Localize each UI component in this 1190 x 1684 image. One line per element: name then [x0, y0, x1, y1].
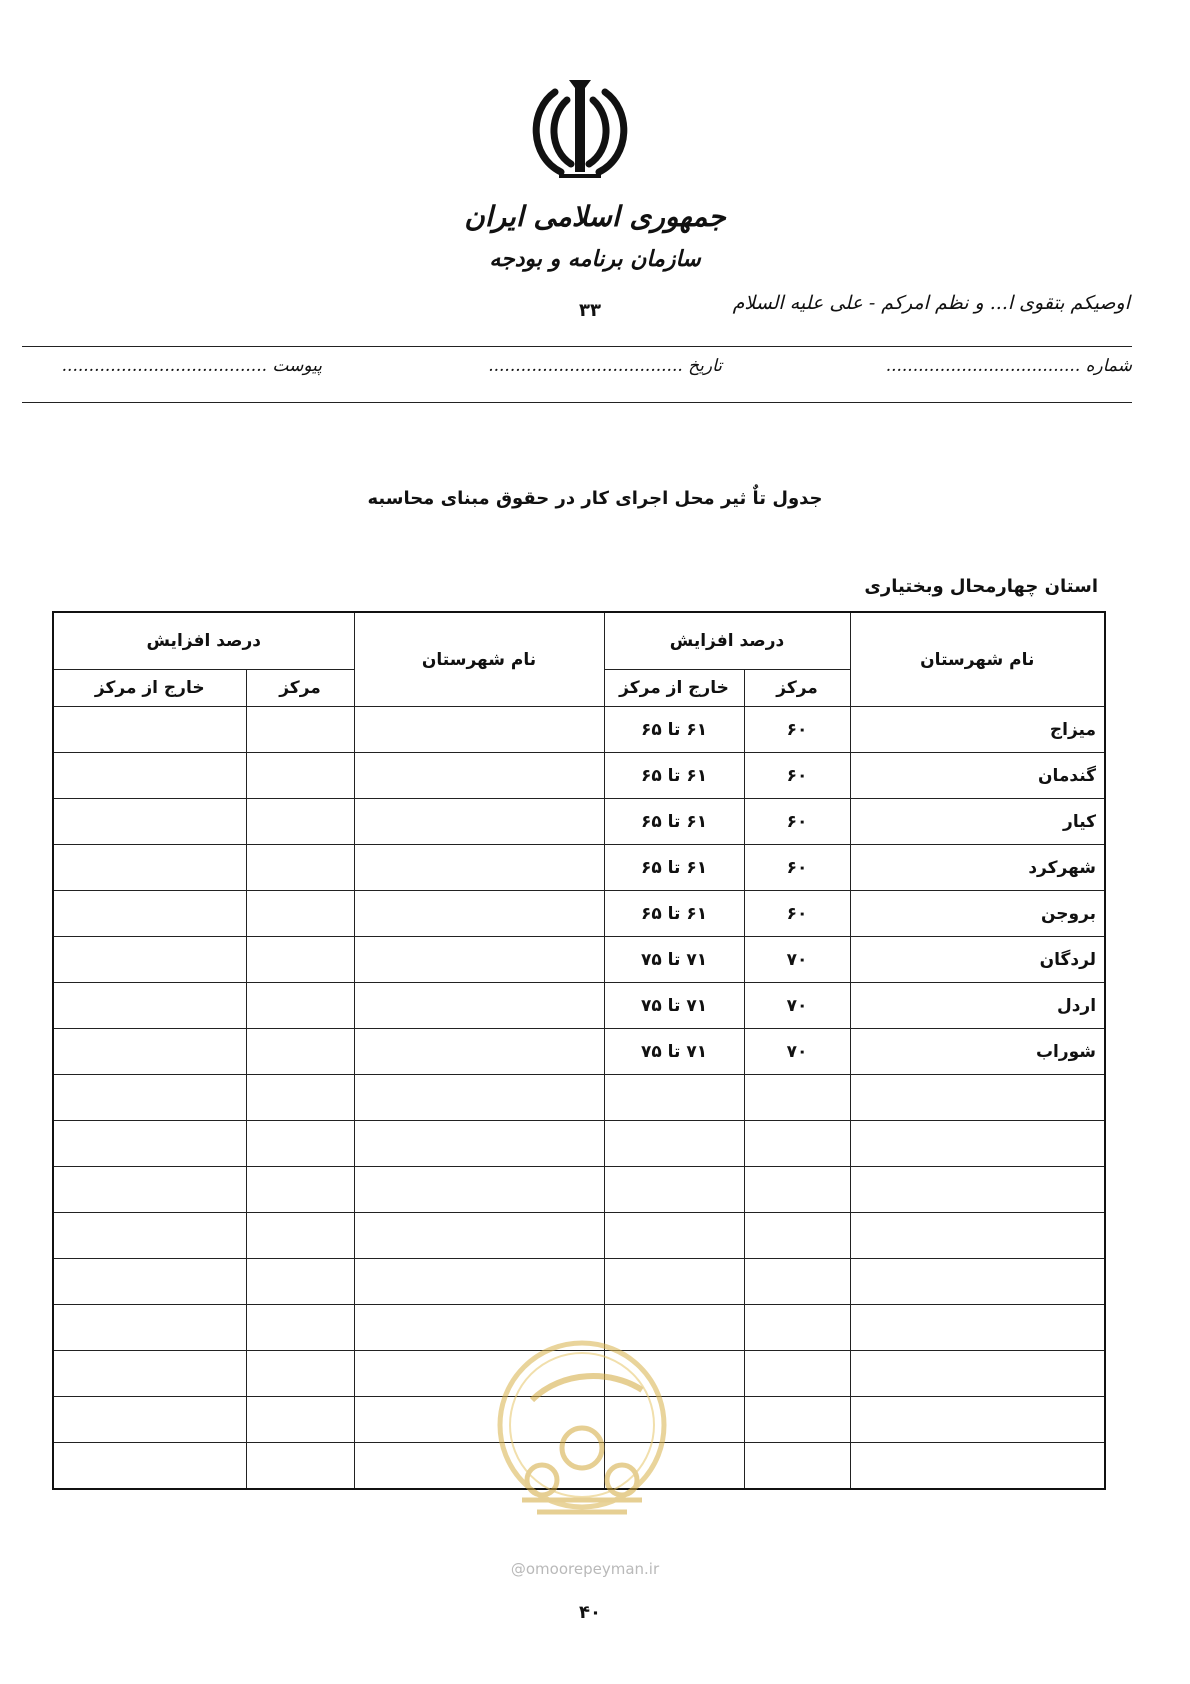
empty-cell [850, 1121, 1105, 1167]
outside-percent: ۷۱ تا ۷۵ [604, 937, 744, 983]
header-page-number: ۳۳ [579, 300, 601, 321]
empty-cell [744, 1259, 850, 1305]
table-row [53, 1029, 1105, 1075]
empty-cell [744, 1443, 850, 1490]
table-row [53, 1121, 1105, 1167]
empty-cell [744, 1213, 850, 1259]
empty-cell [53, 1351, 246, 1397]
attachment-field: پیوست ...................................... [61, 356, 322, 376]
empty-cell [53, 1443, 246, 1490]
empty-cell [744, 1075, 850, 1121]
empty-cell [53, 1121, 246, 1167]
table-row [53, 1075, 1105, 1121]
outside-percent: ۶۱ تا ۶۵ [604, 707, 744, 753]
empty-cell [246, 1213, 354, 1259]
table-row [53, 1259, 1105, 1305]
city-name: شهرکرد [850, 845, 1105, 891]
empty-cell [744, 1121, 850, 1167]
header-increase-right: درصد افزایش [604, 612, 850, 670]
empty-cell [246, 1351, 354, 1397]
empty-cell [246, 1029, 354, 1075]
empty-cell [246, 1443, 354, 1490]
center-percent: ۶۰ [744, 707, 850, 753]
empty-cell [354, 1259, 604, 1305]
outside-percent: ۷۱ تا ۷۵ [604, 1029, 744, 1075]
empty-cell [246, 1259, 354, 1305]
empty-cell [53, 1029, 246, 1075]
empty-cell [354, 1167, 604, 1213]
table-row [53, 891, 1105, 937]
motto: اوصیکم بتقوی ا... و نظم امرکم - علی علیه السلام [732, 292, 1130, 314]
outside-percent: ۶۱ تا ۶۵ [604, 753, 744, 799]
empty-cell [744, 1305, 850, 1351]
city-name: لردگان [850, 937, 1105, 983]
center-percent: ۶۰ [744, 845, 850, 891]
header-rule-bottom [22, 402, 1132, 403]
footer-page-number: ۴۰ [579, 1602, 601, 1623]
table-row [53, 937, 1105, 983]
empty-cell [53, 845, 246, 891]
header-outside-left: خارج از مرکز [53, 670, 246, 707]
document-title: جدول تاٌ ثیر محل اجرای کار در حقوق مبنای محاسبه [367, 488, 823, 509]
empty-cell [850, 1305, 1105, 1351]
empty-cell [354, 845, 604, 891]
center-percent: ۶۰ [744, 799, 850, 845]
empty-cell [850, 1397, 1105, 1443]
empty-cell [53, 1305, 246, 1351]
empty-cell [850, 1213, 1105, 1259]
table-row [53, 1213, 1105, 1259]
empty-cell [246, 983, 354, 1029]
outside-percent: ۶۱ تا ۶۵ [604, 799, 744, 845]
empty-cell [744, 1167, 850, 1213]
center-percent: ۶۰ [744, 891, 850, 937]
empty-cell [53, 1167, 246, 1213]
table-row [53, 753, 1105, 799]
center-percent: ۷۰ [744, 983, 850, 1029]
empty-cell [246, 1167, 354, 1213]
outside-percent: ۷۱ تا ۷۵ [604, 983, 744, 1029]
number-field: شماره .................................... [885, 356, 1132, 376]
watermark-seal-icon [492, 1330, 672, 1550]
empty-cell [246, 753, 354, 799]
header-rule-top [22, 346, 1132, 347]
empty-cell [53, 1259, 246, 1305]
empty-cell [246, 1121, 354, 1167]
empty-cell [246, 937, 354, 983]
empty-cell [850, 1167, 1105, 1213]
table-row [53, 983, 1105, 1029]
province-name: استان چهارمحال وبختیاری [864, 576, 1098, 597]
empty-cell [246, 707, 354, 753]
empty-cell [354, 891, 604, 937]
table-row [53, 1167, 1105, 1213]
empty-cell [850, 1351, 1105, 1397]
empty-cell [604, 1167, 744, 1213]
header-city-right: نام شهرستان [850, 612, 1105, 707]
empty-cell [53, 937, 246, 983]
empty-cell [53, 753, 246, 799]
header-center-left: مرکز [246, 670, 354, 707]
city-name: کیار [850, 799, 1105, 845]
empty-cell [850, 1075, 1105, 1121]
empty-cell [246, 799, 354, 845]
empty-cell [246, 891, 354, 937]
iran-emblem-icon [515, 72, 645, 192]
empty-cell [850, 1443, 1105, 1490]
city-name: میزاج [850, 707, 1105, 753]
empty-cell [53, 1397, 246, 1443]
table-row [53, 799, 1105, 845]
empty-cell [744, 1351, 850, 1397]
date-field: تاریخ .................................... [488, 356, 722, 376]
header-outside-right: خارج از مرکز [604, 670, 744, 707]
city-name: شوراب [850, 1029, 1105, 1075]
empty-cell [354, 1121, 604, 1167]
header-increase-left: درصد افزایش [53, 612, 354, 670]
empty-cell [246, 1397, 354, 1443]
empty-cell [53, 707, 246, 753]
watermark-site: @omoorepeyman.ir [510, 1560, 660, 1578]
header-center-right: مرکز [744, 670, 850, 707]
organization-subname: سازمان برنامه و بودجه [489, 246, 701, 272]
empty-cell [354, 753, 604, 799]
empty-cell [604, 1259, 744, 1305]
table-row [53, 845, 1105, 891]
empty-cell [604, 1075, 744, 1121]
empty-cell [354, 1213, 604, 1259]
organization-name: جمهوری اسلامی ایران [464, 200, 726, 233]
empty-cell [246, 1075, 354, 1121]
city-name: گندمان [850, 753, 1105, 799]
empty-cell [354, 983, 604, 1029]
empty-cell [246, 1305, 354, 1351]
empty-cell [850, 1259, 1105, 1305]
table-row [53, 707, 1105, 753]
empty-cell [53, 983, 246, 1029]
city-name: بروجن [850, 891, 1105, 937]
outside-percent: ۶۱ تا ۶۵ [604, 845, 744, 891]
empty-cell [604, 1213, 744, 1259]
empty-cell [246, 845, 354, 891]
center-percent: ۷۰ [744, 1029, 850, 1075]
empty-cell [604, 1121, 744, 1167]
outside-percent: ۶۱ تا ۶۵ [604, 891, 744, 937]
empty-cell [53, 799, 246, 845]
empty-cell [354, 937, 604, 983]
empty-cell [53, 1075, 246, 1121]
center-percent: ۷۰ [744, 937, 850, 983]
empty-cell [744, 1397, 850, 1443]
empty-cell [53, 1213, 246, 1259]
header-city-left: نام شهرستان [354, 612, 604, 707]
empty-cell [354, 707, 604, 753]
empty-cell [354, 1029, 604, 1075]
center-percent: ۶۰ [744, 753, 850, 799]
empty-cell [354, 799, 604, 845]
empty-cell [354, 1075, 604, 1121]
city-name: اردل [850, 983, 1105, 1029]
empty-cell [53, 891, 246, 937]
